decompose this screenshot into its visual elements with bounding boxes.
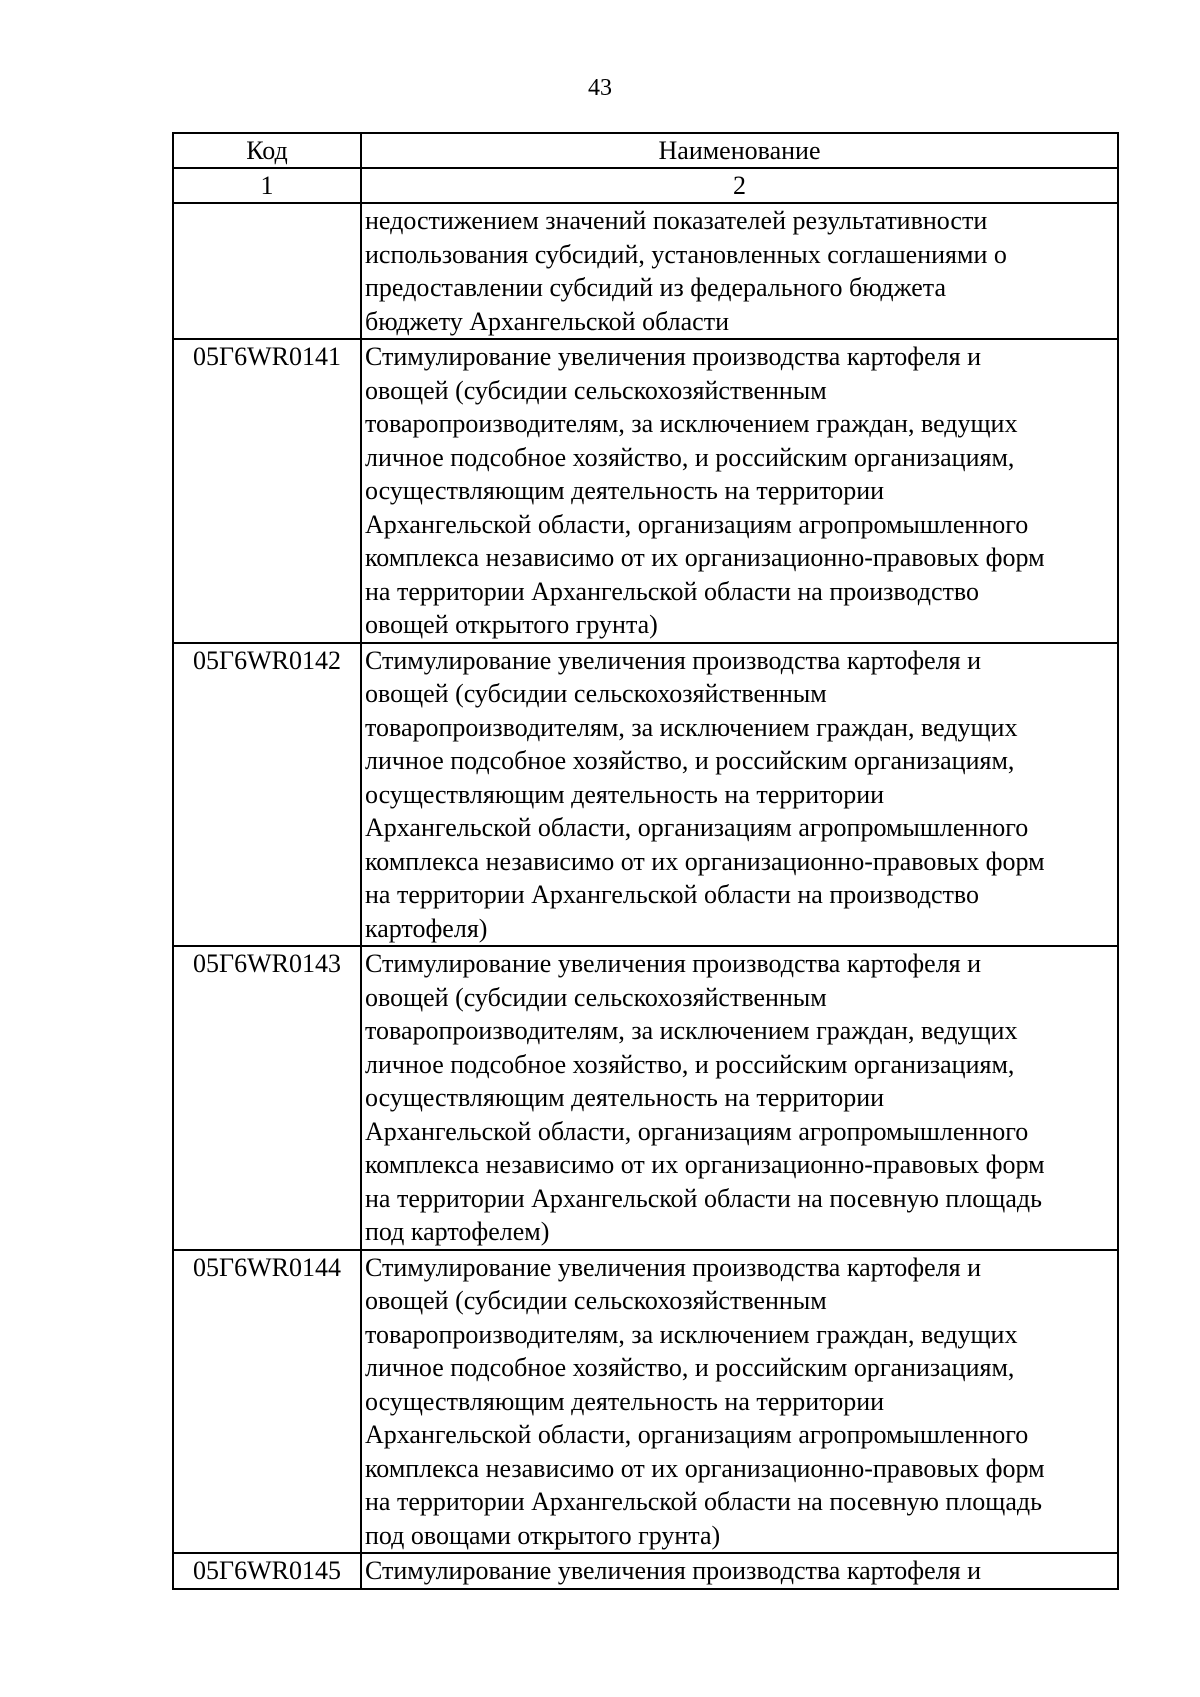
column-number-name: 2: [361, 168, 1118, 203]
row-name-line: Стимулирование увеличения производства картофеля и: [365, 1556, 982, 1585]
table-header: [173, 133, 1118, 203]
table-row: [173, 946, 1118, 1250]
row-name-line: под овощами открытого грунта): [365, 1520, 721, 1550]
row-name-line: картофеля): [365, 913, 488, 943]
column-number-row: [173, 168, 1118, 203]
row-name-line: Архангельской области, организациям агропромышленного: [365, 509, 1029, 539]
row-name-line: комплекса независимо от их организационно-правовых форм: [365, 846, 1045, 876]
row-code: 05Г6WR0142: [173, 643, 361, 947]
budget-code-table: [172, 132, 1119, 1590]
page-number: 43: [588, 75, 612, 101]
row-name-line: личное подсобное хозяйство, и российским организациям,: [365, 442, 1015, 472]
row-name: [361, 1553, 1118, 1589]
row-name-line: на территории Архангельской области на производство: [365, 576, 980, 606]
row-name-line: личное подсобное хозяйство, и российским организациям,: [365, 1049, 1015, 1079]
row-name: [361, 643, 1118, 947]
row-name-line: под картофелем): [365, 1217, 550, 1246]
table-row: [173, 643, 1118, 947]
row-name: [361, 203, 1118, 339]
row-name-line: недостижением значений показателей результативности: [365, 206, 988, 235]
row-code: 05Г6WR0141: [173, 339, 361, 643]
table-body: [173, 203, 1118, 1589]
row-name: [361, 946, 1118, 1250]
row-name-line: бюджету Архангельской области: [365, 306, 729, 336]
row-name-line: Архангельской области, организациям агропромышленного: [365, 1420, 1029, 1449]
row-name-line: Стимулирование увеличения производства картофеля и: [365, 645, 982, 675]
table-row: [173, 203, 1118, 339]
row-name-line: комплекса независимо от их организационно-правовых форм: [365, 1150, 1045, 1179]
row-name-line: овощей открытого грунта): [365, 610, 658, 639]
row-code: 05Г6WR0145: [173, 1553, 361, 1589]
row-name-line: Стимулирование увеличения производства картофеля и: [365, 949, 982, 978]
row-name-line: на территории Архангельской области на производство: [365, 880, 980, 909]
row-name-line: осуществляющим деятельность на территории: [365, 1386, 885, 1416]
row-name-line: товаропроизводителям, за исключением граждан, ведущих: [365, 409, 1018, 438]
row-name-line: на территории Архангельской области на посевную площадь: [365, 1487, 1042, 1516]
row-name: [361, 1250, 1118, 1554]
row-name-line: личное подсобное хозяйство, и российским организациям,: [365, 1353, 1015, 1382]
row-name-line: товаропроизводителям, за исключением граждан, ведущих: [365, 1319, 1018, 1349]
table-row: [173, 1553, 1118, 1589]
table-row: [173, 1250, 1118, 1554]
row-name-line: овощей (субсидии сельскохозяйственным: [365, 1286, 827, 1315]
row-name-line: осуществляющим деятельность на территории: [365, 779, 885, 809]
row-name-line: овощей (субсидии сельскохозяйственным: [365, 375, 827, 405]
row-code: 05Г6WR0144: [173, 1250, 361, 1554]
row-name-line: на территории Архангельской области на посевную площадь: [365, 1183, 1042, 1213]
row-name-line: овощей (субсидии сельскохозяйственным: [365, 982, 827, 1012]
row-name-line: овощей (субсидии сельскохозяйственным: [365, 679, 827, 708]
row-name: [361, 339, 1118, 643]
row-name-line: Стимулирование увеличения производства картофеля и: [365, 342, 982, 371]
row-code: [173, 203, 361, 339]
row-name-line: Архангельской области, организациям агропромышленного: [365, 1116, 1029, 1146]
header-row: [173, 133, 1118, 168]
row-name-line: использования субсидий, установленных соглашениями о: [365, 239, 1007, 269]
row-name-line: комплекса независимо от их организационно-правовых форм: [365, 543, 1045, 572]
row-code: 05Г6WR0143: [173, 946, 361, 1250]
header-code: Код: [173, 133, 361, 168]
row-name-line: товаропроизводителям, за исключением граждан, ведущих: [365, 1016, 1018, 1045]
row-name-line: комплекса независимо от их организационно-правовых форм: [365, 1453, 1045, 1483]
row-name-line: предоставлении субсидий из федерального бюджета: [365, 273, 947, 302]
row-name-line: личное подсобное хозяйство, и российским организациям,: [365, 746, 1015, 775]
row-name-line: осуществляющим деятельность на территории: [365, 1083, 885, 1112]
table-row: [173, 339, 1118, 643]
row-name-line: осуществляющим деятельность на территории: [365, 476, 885, 505]
header-name: Наименование: [361, 133, 1118, 168]
row-name-line: Архангельской области, организациям агропромышленного: [365, 813, 1029, 842]
row-name-line: Стимулирование увеличения производства картофеля и: [365, 1252, 982, 1282]
column-number-code: 1: [173, 168, 361, 203]
row-name-line: товаропроизводителям, за исключением граждан, ведущих: [365, 712, 1018, 742]
